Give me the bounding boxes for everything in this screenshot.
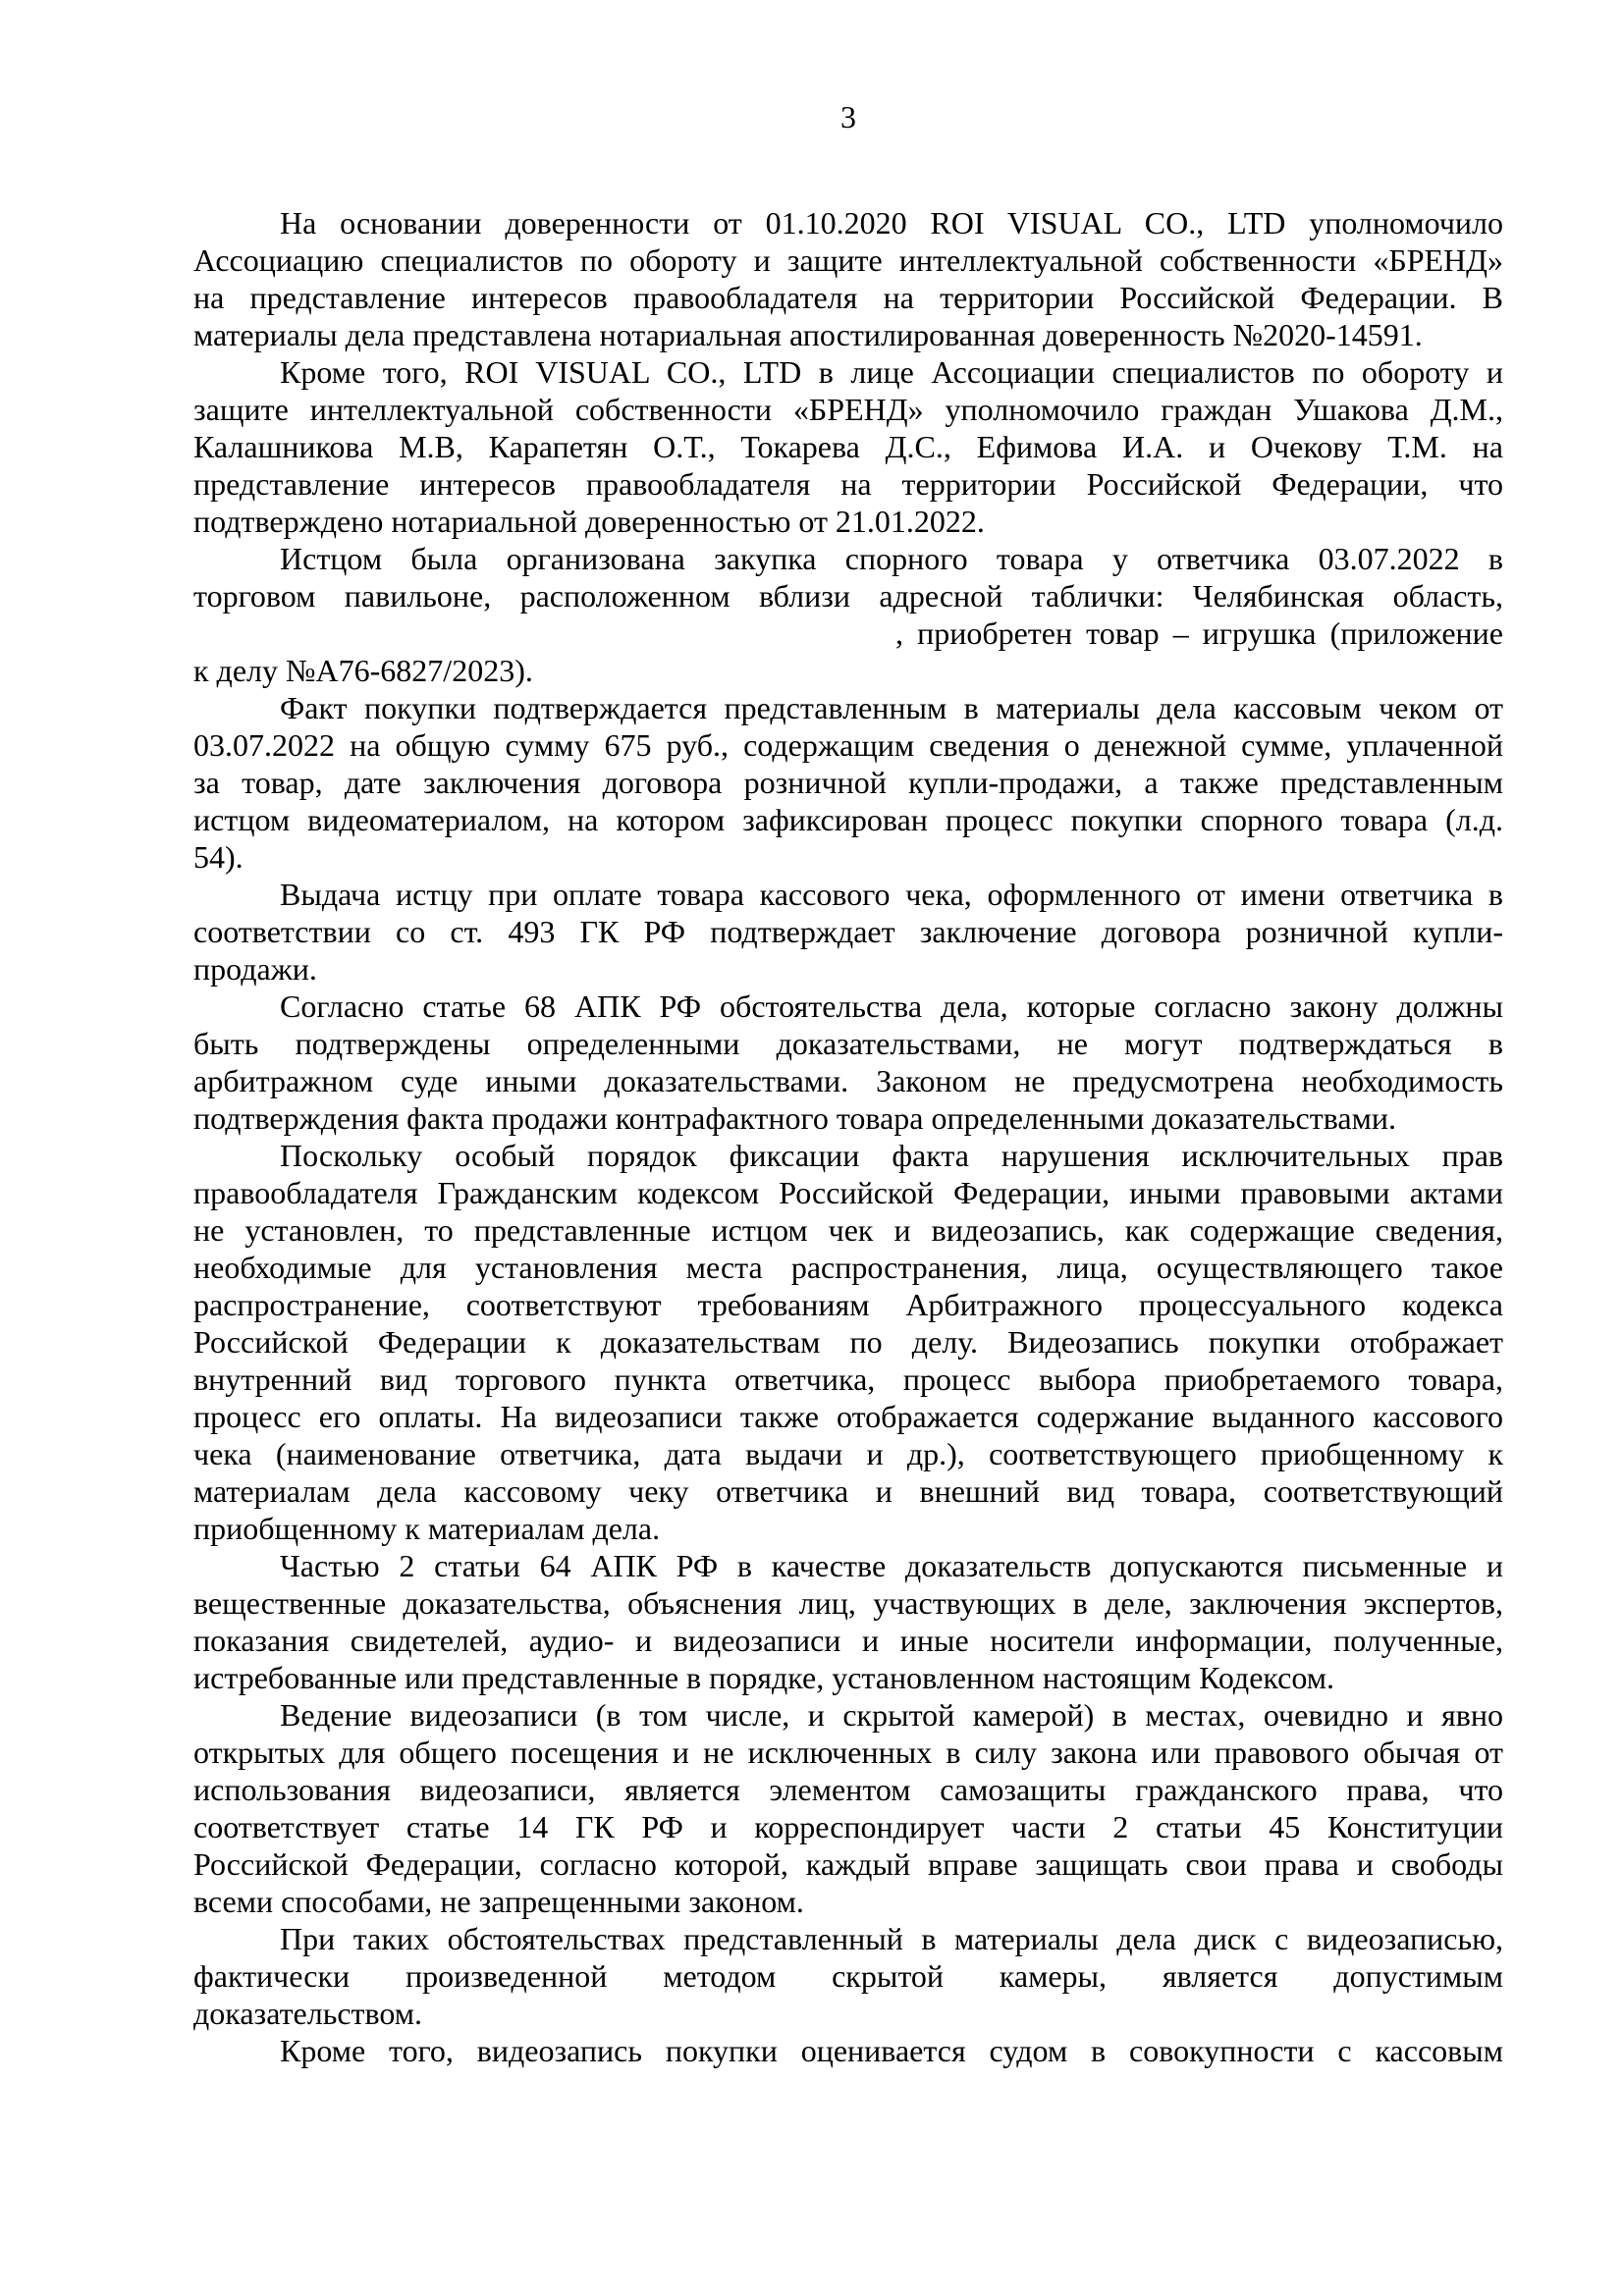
text-line: Выдача истцу при оплате товара кассового чека, оформленного от имени ответчика в xyxy=(280,877,1503,912)
text-line: материалы дела представлена нотариальная апостилированная доверенность №2020-14591. xyxy=(193,317,1423,352)
text-line: , приобретен товар – игрушка (приложение xyxy=(193,614,1503,652)
text-line: представление интересов правообладателя на территории Российской Федерации, что xyxy=(193,466,1503,502)
text-line: продажи. xyxy=(193,951,317,987)
paragraph xyxy=(193,988,1503,1137)
text-line: чека (наименование ответчика, дата выдачи и др.), соответствующего приобщенному к xyxy=(193,1436,1503,1471)
text-line: материалам дела кассовому чеку ответчика и внешний вид товара, соответствующий xyxy=(193,1473,1503,1509)
text-line: Калашникова М.В, Карапетян О.Т., Токарева Д.С., Ефимова И.А. и Очекову Т.М. на xyxy=(193,429,1503,464)
text-line: соответствии со ст. 493 ГК РФ подтверждает заключение договора розничной купли- xyxy=(193,914,1503,949)
text-line: При таких обстоятельствах представленный в материалы дела диск с видеозаписью, xyxy=(280,1921,1503,1956)
paragraph xyxy=(193,1920,1503,2032)
text-line: На основании доверенности от 01.10.2020 ROI VISUAL CO., LTD уполномочило xyxy=(280,205,1503,240)
text-line: на представление интересов правообладателя на территории Российской Федерации. В xyxy=(193,280,1503,315)
text-line: приобщенному к материалам дела. xyxy=(193,1511,661,1546)
text-line: подтверждено нотариальной доверенностью от 21.01.2022. xyxy=(193,504,985,539)
text-line: использования видеозаписи, является элементом самозащиты гражданского права, что xyxy=(193,1772,1503,1807)
text-block xyxy=(193,98,1503,2069)
text-line: Согласно статье 68 АПК РФ обстоятельства дела, которые согласно закону должны xyxy=(280,988,1503,1024)
page-number: 3 xyxy=(840,99,856,134)
text-line: быть подтверждены определенными доказательствами, не могут подтверждаться в xyxy=(193,1026,1503,1061)
text-line: торговом павильоне, расположенном вблизи адресной таблички: Челябинская область, xyxy=(193,578,1503,614)
text-line: за товар, дате заключения договора розничной купли-продажи, а также представленным xyxy=(193,765,1503,800)
paragraph xyxy=(193,353,1503,540)
text-line: Факт покупки подтверждается представленным в материалы дела кассовым чеком от xyxy=(280,690,1503,725)
paragraph xyxy=(193,689,1503,876)
text-line: истцом видеоматериалом, на котором зафиксирован процесс покупки спорного товара (л.д. xyxy=(193,802,1503,837)
text-line: необходимые для установления места распространения, лица, осуществляющего такое xyxy=(193,1250,1503,1285)
text-line: открытых для общего посещения и не исключенных в силу закона или правового обычая от xyxy=(193,1735,1503,1770)
paragraph xyxy=(193,204,1503,353)
text-line: внутренний вид торгового пункта ответчика, процесс выбора приобретаемого товара, xyxy=(193,1362,1503,1397)
text-line: защите интеллектуальной собственности «БРЕНД» уполномочило граждан Ушакова Д.М., xyxy=(193,392,1503,427)
text-line: фактически произведенной методом скрытой камеры, является допустимым xyxy=(193,1958,1503,1994)
text-line: подтверждения факта продажи контрафактного товара определенными доказательствами. xyxy=(193,1100,1396,1136)
text-line: распространение, соответствуют требованиям Арбитражного процессуального кодекса xyxy=(193,1287,1503,1322)
paragraph xyxy=(193,1696,1503,1920)
text-line: Ассоциацию специалистов по обороту и защите интеллектуальной собственности «БРЕНД» xyxy=(193,242,1503,278)
redacted-area xyxy=(193,643,895,644)
paragraph xyxy=(193,1547,1503,1696)
paragraph xyxy=(193,540,1503,689)
text-line: правообладателя Гражданским кодексом Российской Федерации, иными правовыми актами xyxy=(193,1175,1503,1210)
text-line: Ведение видеозаписи (в том числе, и скрытой камерой) в местах, очевидно и явно xyxy=(280,1697,1503,1733)
text-line: вещественные доказательства, объяснения лиц, участвующих в деле, заключения экспертов, xyxy=(193,1585,1503,1621)
paragraph xyxy=(193,1137,1503,1547)
text-line: Истцом была организована закупка спорного товара у ответчика 03.07.2022 в xyxy=(280,541,1503,576)
text-line: истребованные или представленные в порядке, установленном настоящим Кодексом. xyxy=(193,1660,1334,1695)
text-line: Поскольку особый порядок фиксации факта нарушения исключительных прав xyxy=(280,1138,1503,1173)
text-line: процесс его оплаты. На видеозаписи также отображается содержание выданного кассового xyxy=(193,1399,1503,1434)
text-line: не установлен, то представленные истцом чек и видеозапись, как содержащие сведения, xyxy=(193,1212,1503,1248)
text-line: 54). xyxy=(193,839,243,875)
text-line: Российской Федерации, согласно которой, каждый вправе защищать свои права и свободы xyxy=(193,1846,1503,1882)
text-line: Российской Федерации к доказательствам по делу. Видеозапись покупки отображает xyxy=(193,1324,1503,1360)
text-line: Кроме того, видеозапись покупки оценивается судом в совокупности с кассовым xyxy=(280,2033,1503,2068)
paragraph xyxy=(193,876,1503,988)
text-line: соответствует статье 14 ГК РФ и корреспондирует части 2 статьи 45 Конституции xyxy=(193,1809,1503,1844)
document-body xyxy=(193,204,1503,2069)
text-line: Кроме того, ROI VISUAL CO., LTD в лице Ассоциации специалистов по обороту и xyxy=(280,354,1503,390)
text-line: к делу №А76-6827/2023). xyxy=(193,653,533,688)
text-line: 03.07.2022 на общую сумму 675 руб., содержащим сведения о денежной сумме, уплаченной xyxy=(193,727,1503,763)
text-line: всеми способами, не запрещенными законом. xyxy=(193,1884,804,1919)
paragraph xyxy=(193,2032,1503,2069)
text-line: доказательством. xyxy=(193,1996,423,2031)
text-line: арбитражном суде иными доказательствами. Законом не предусмотрена необходимость xyxy=(193,1063,1503,1098)
text-line: показания свидетелей, аудио- и видеозаписи и иные носители информации, полученные, xyxy=(193,1623,1503,1658)
text-line: Частью 2 статьи 64 АПК РФ в качестве доказательств допускаются письменные и xyxy=(280,1548,1503,1583)
